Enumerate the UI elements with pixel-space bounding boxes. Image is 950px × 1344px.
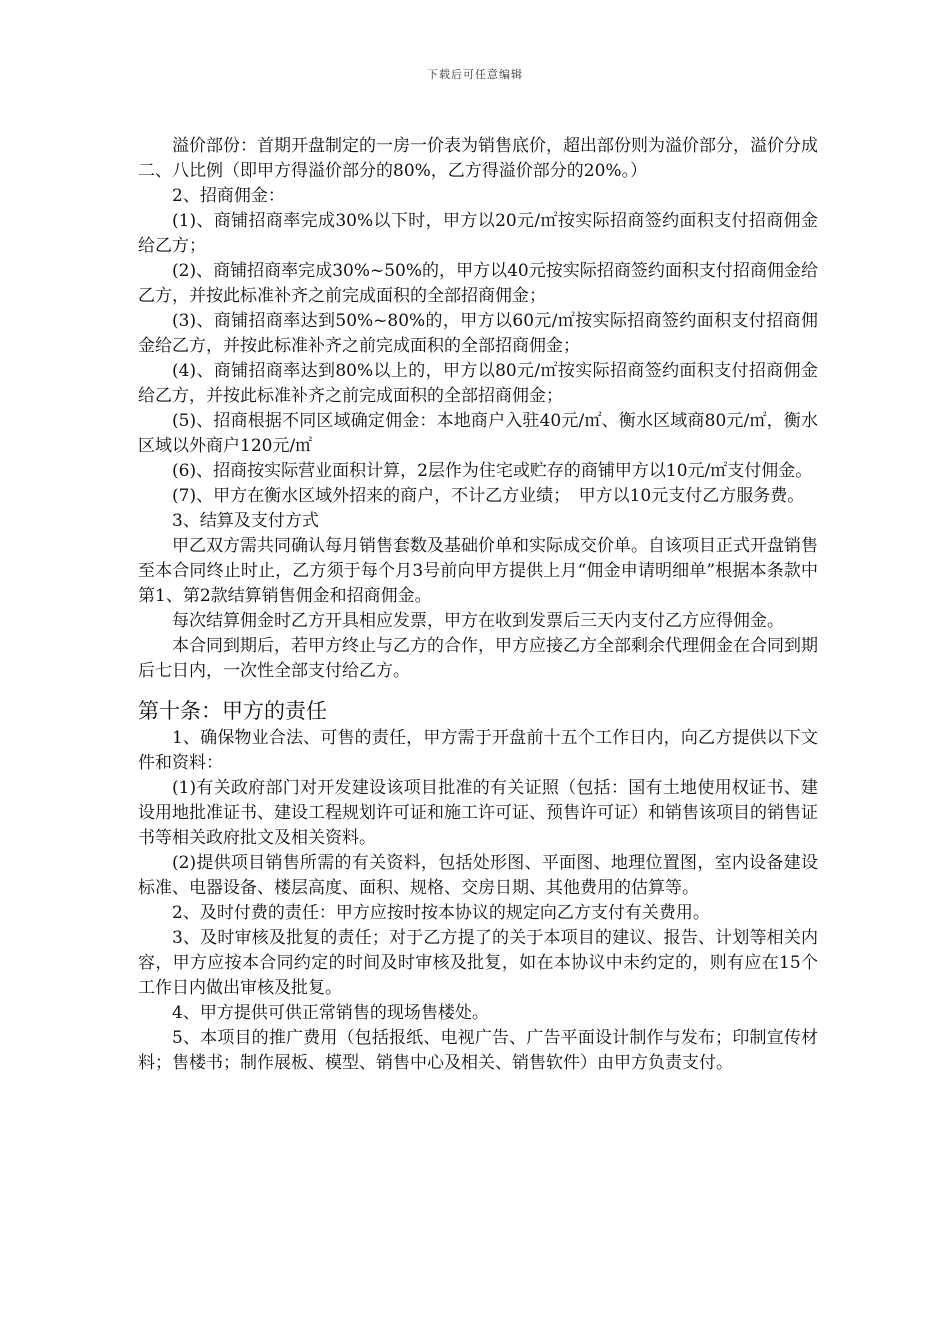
paragraph: 每次结算佣金时乙方开具相应发票，甲方在收到发票后三天内支付乙方应得佣金。 xyxy=(172,611,784,631)
paragraph: 2、招商佣金： xyxy=(172,186,285,206)
paragraph: (2)提供项目销售所需的有关资料，包括处形图、平面图、地理位置图，室内设备建设标准、电器设备、楼层高度、面积、规格、交房日期、其他费用的估算等。 xyxy=(138,853,818,898)
paragraph: 本合同到期后，若甲方终止与乙方的合作，甲方应接乙方全部剩余代理佣金在合同到期后七日内，一次性全部支付给乙方。 xyxy=(138,636,818,681)
paragraph: (7)、甲方在衡水区域外招来的商户，不计乙方业绩； 甲方以10元支付乙方服务费。 xyxy=(172,486,805,506)
paragraph: (1)有关政府部门对开发建设该项目批准的有关证照（包括：国有土地使用权证书、建设用地批准证书、建设工程规划许可证和施工许可证、预售许可证）和销售该项目的销售证书等相关政府批文及相关资料。 xyxy=(138,778,818,848)
paragraph: (4)、商铺招商率达到80%以上的，甲方以80元/㎡按实际招商签约面积支付招商佣金给乙方，并按此标准补齐之前完成面积的全部招商佣金； xyxy=(138,361,818,406)
paragraph: 4、甲方提供可供正常销售的现场售楼处。 xyxy=(172,1003,489,1023)
paragraph: 5、本项目的推广费用（包括报纸、电视广告、广告平面设计制作与发布；印制宣传材料；售楼书；制作展板、模型、销售中心及相关、销售软件）由甲方负责支付。 xyxy=(138,1028,818,1073)
paragraph: (3)、商铺招商率达到50%~80%的，甲方以60元/㎡按实际招商签约面积支付招商佣金给乙方，并按此标准补齐之前完成面积的全部招商佣金； xyxy=(138,311,818,356)
paragraph: 1、确保物业合法、可售的责任，甲方需于开盘前十五个工作日内，向乙方提供以下文件和资料： xyxy=(138,728,818,773)
paragraph: 3、及时审核及批复的责任；对于乙方提了的关于本项目的建议、报告、计划等相关内容，甲方应按本合同约定的时间及时审核及批复，如在本协议中未约定的，则有应在15个工作日内做出审核及批复。 xyxy=(138,928,818,998)
page-header-note: 下载后可任意编辑 xyxy=(427,68,523,81)
paragraph: 甲乙双方需共同确认每月销售套数及基础价单和实际成交价单。自该项目正式开盘销售至本合同终止时止，乙方须于每个月3号前向甲方提供上月“佣金申请明细单”根据本条款中第1、第2款结算销售佣金和招商佣金。 xyxy=(138,536,818,606)
paragraph: (6)、招商按实际营业面积计算，2层作为住宅或贮存的商铺甲方以10元/㎡支付佣金。 xyxy=(172,461,813,481)
document-body xyxy=(138,134,818,1076)
paragraph: (5)、招商根据不同区域确定佣金：本地商户入驻40元/㎡、衡水区域商80元/㎡，衡水区域以外商户120元/㎡ xyxy=(138,411,818,456)
paragraph: (2)、商铺招商率完成30%~50%的，甲方以40元按实际招商签约面积支付招商佣金给乙方，并按此标准补齐之前完成面积的全部招商佣金； xyxy=(138,261,818,306)
paragraph: 3、结算及支付方式 xyxy=(172,511,319,531)
section-title: 第十条：甲方的责任 xyxy=(138,699,327,723)
paragraph: 2、及时付费的责任：甲方应按时按本协议的规定向乙方支付有关费用。 xyxy=(172,903,710,923)
paragraph: (1)、商铺招商率完成30%以下时，甲方以20元/㎡按实际招商签约面积支付招商佣金给乙方； xyxy=(138,211,818,256)
paragraph: 溢价部份：首期开盘制定的一房一价表为销售底价，超出部份则为溢价部分，溢价分成二、八比例（即甲方得溢价部分的80%，乙方得溢价部分的20%。） xyxy=(138,136,818,181)
